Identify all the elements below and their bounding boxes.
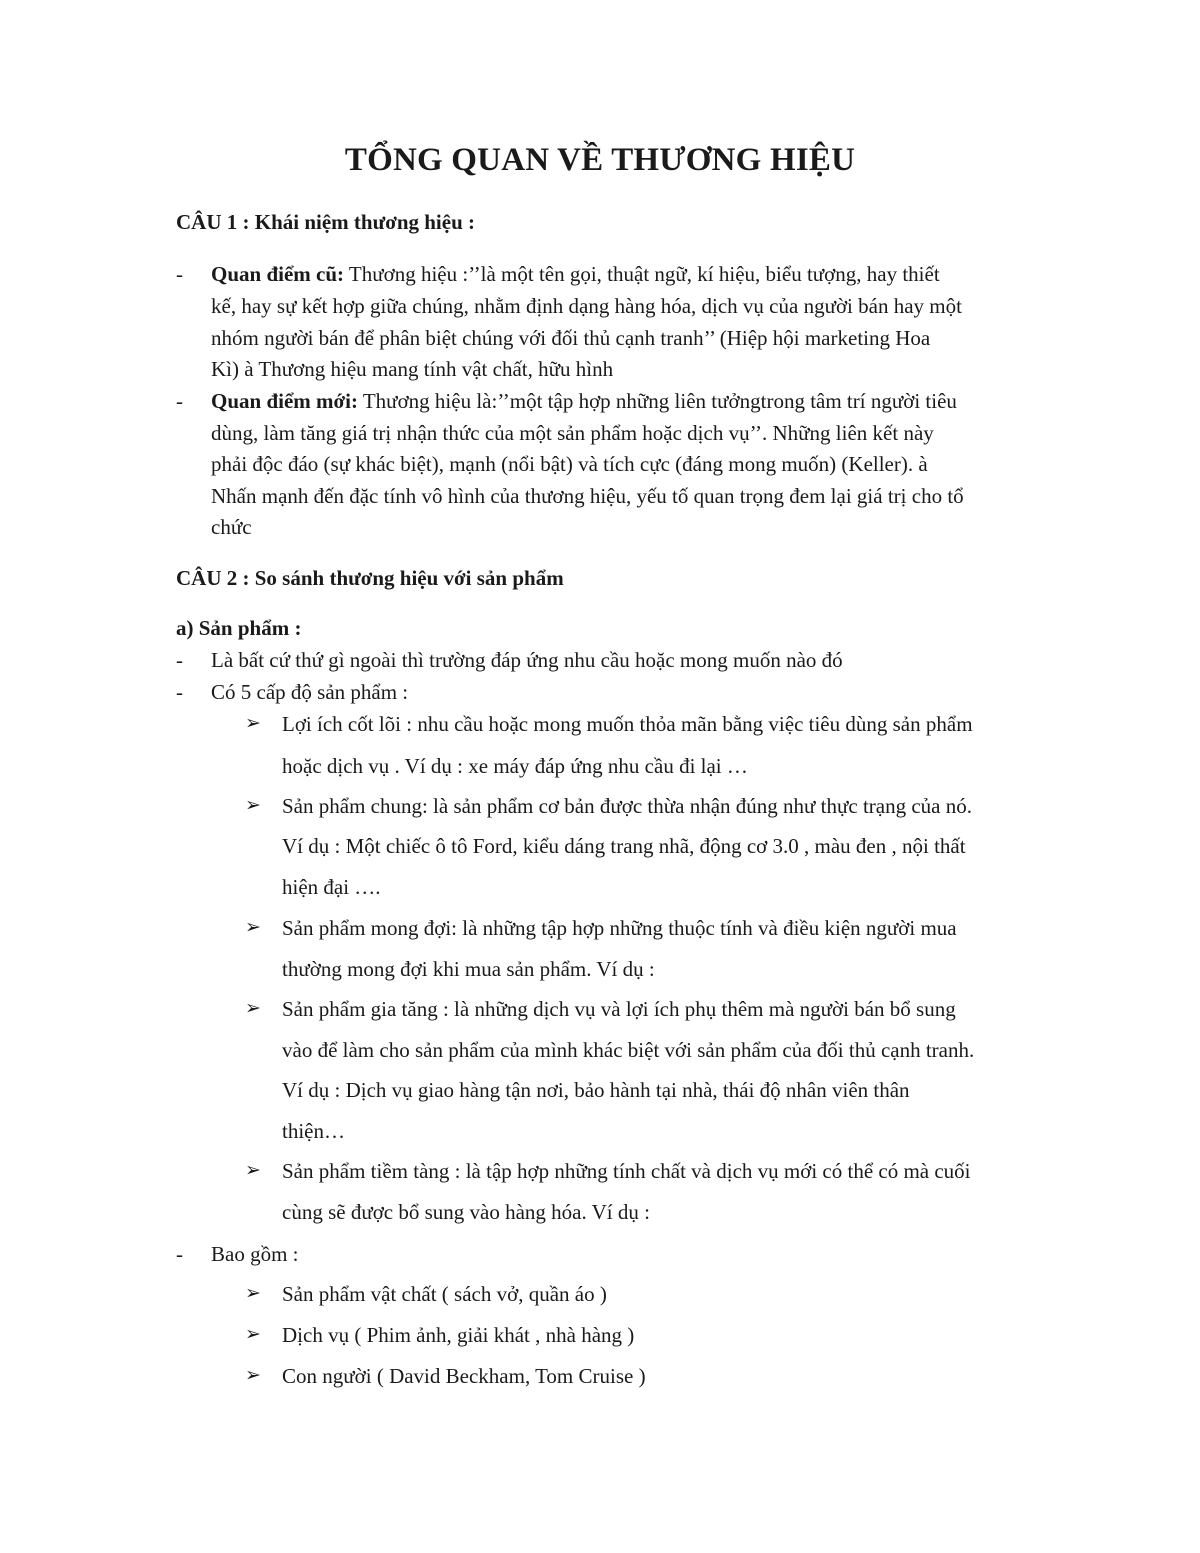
product-levels-intro: Có 5 cấp độ sản phẩm : (211, 680, 409, 704)
bullet-dash: - (176, 680, 183, 704)
old-view-line-4: Kì) à Thương hiệu mang tính vật chất, hữu hình (211, 357, 614, 381)
level-4-line-1: Sản phẩm gia tăng : là những dịch vụ và lợi ích phụ thêm mà người bán bổ sung (282, 997, 956, 1021)
level-5-line-2: cùng sẽ được bổ sung vào hàng hóa. Ví dụ : (282, 1200, 650, 1224)
level-3-line-1: Sản phẩm mong đợi: là những tập hợp những thuộc tính và điều kiện người mua (282, 916, 957, 940)
arrow-bullet-icon: ➢ (245, 998, 261, 1019)
level-5-line-1: Sản phẩm tiềm tàng : là tập hợp những tính chất và dịch vụ mới có thể có mà cuối (282, 1159, 971, 1183)
level-4-line-3: Ví dụ : Dịch vụ giao hàng tận nơi, bảo hành tại nhà, thái độ nhân viên thân (282, 1078, 910, 1102)
arrow-bullet-icon: ➢ (245, 795, 261, 816)
level-4-line-2: vào để làm cho sản phẩm của mình khác biệt với sản phẩm của đối thủ cạnh tranh. (282, 1038, 975, 1062)
includes-intro: Bao gồm : (211, 1242, 299, 1266)
include-item-physical: Sản phẩm vật chất ( sách vở, quần áo ) (282, 1282, 607, 1306)
bullet-dash: - (176, 262, 183, 286)
level-2-line-1: Sản phẩm chung: là sản phẩm cơ bản được thừa nhận đúng như thực trạng của nó. (282, 794, 972, 818)
arrow-bullet-icon: ➢ (245, 917, 261, 938)
level-4-line-4: thiện… (282, 1119, 345, 1143)
bullet-dash: - (176, 389, 183, 413)
arrow-bullet-icon: ➢ (245, 1324, 261, 1345)
old-view-label: Quan điểm cũ: (211, 262, 345, 286)
old-view-line-1: Quan điểm cũ: Thương hiệu :’’là một tên gọi, thuật ngữ, kí hiệu, biểu tượng, hay thiết (211, 262, 940, 286)
level-1-line-1: Lợi ích cốt lõi : nhu cầu hoặc mong muốn thỏa mãn bằng việc tiêu dùng sản phẩm (282, 712, 973, 736)
question-1-heading: CÂU 1 : Khái niệm thương hiệu : (176, 210, 476, 234)
document-title: TỔNG QUAN VỀ THƯƠNG HIỆU (344, 142, 856, 178)
new-view-line-2: dùng, làm tăng giá trị nhận thức của một sản phẩm hoặc dịch vụ’’. Những liên kết này (211, 421, 934, 445)
new-view-label: Quan điểm mới: (211, 389, 358, 413)
bullet-dash: - (176, 648, 183, 672)
question-2-heading: CÂU 2 : So sánh thương hiệu với sản phẩm (176, 566, 564, 590)
new-view-line-1: Quan điểm mới: Thương hiệu là:’’một tập hợp những liên tưởngtrong tâm trí người tiêu (211, 389, 957, 413)
new-view-line-3: phải độc đáo (sự khác biệt), mạnh (nổi bật) và tích cực (đáng mong muốn) (Keller). à (211, 452, 928, 476)
arrow-bullet-icon: ➢ (245, 1160, 261, 1181)
new-view-line-5: chức (211, 515, 252, 539)
level-1-line-2: hoặc dịch vụ . Ví dụ : xe máy đáp ứng nhu cầu đi lại … (282, 754, 748, 778)
old-view-line-2: kế, hay sự kết hợp giữa chúng, nhằm định dạng hàng hóa, dịch vụ của người bán hay một (211, 294, 962, 318)
level-2-line-2: Ví dụ : Một chiếc ô tô Ford, kiểu dáng trang nhã, động cơ 3.0 , màu đen , nội thất (282, 834, 966, 858)
level-2-line-3: hiện đại …. (282, 875, 381, 899)
product-definition: Là bất cứ thứ gì ngoài thì trường đáp ứng nhu cầu hoặc mong muốn nào đó (211, 648, 843, 672)
level-3-line-2: thường mong đợi khi mua sản phẩm. Ví dụ : (282, 957, 655, 981)
bullet-dash: - (176, 1242, 183, 1266)
include-item-people: Con người ( David Beckham, Tom Cruise ) (282, 1364, 646, 1388)
subsection-a-heading: a) Sản phẩm : (176, 616, 302, 640)
new-view-line-4: Nhấn mạnh đến đặc tính vô hình của thương hiệu, yếu tố quan trọng đem lại giá trị cho tổ (211, 484, 964, 508)
arrow-bullet-icon: ➢ (245, 1283, 261, 1304)
arrow-bullet-icon: ➢ (245, 713, 261, 734)
old-view-line-3: nhóm người bán để phân biệt chúng với đối thủ cạnh tranh’’ (Hiệp hội marketing Hoa (211, 326, 931, 350)
include-item-services: Dịch vụ ( Phim ảnh, giải khát , nhà hàng ) (282, 1323, 635, 1347)
arrow-bullet-icon: ➢ (245, 1365, 261, 1386)
